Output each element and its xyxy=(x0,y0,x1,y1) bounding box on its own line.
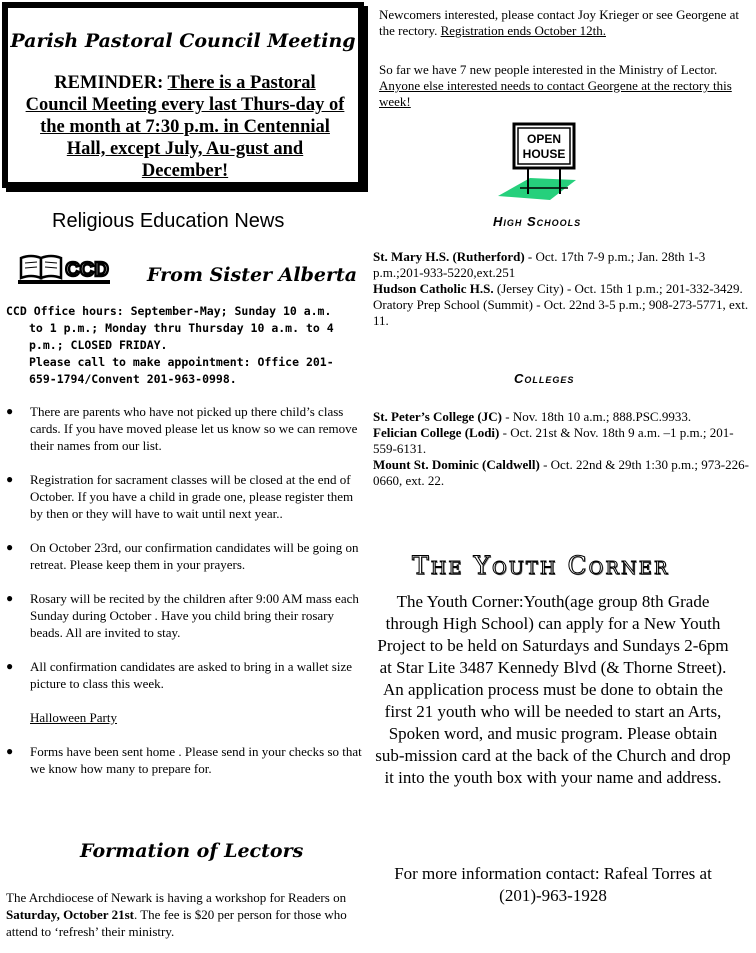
lector-interest-notice xyxy=(379,62,751,110)
reminder-text: There is a Pastoral Council Meeting every last Thurs-day of the month at 7:30 p.m. in Centennial Hall, except July, Au-gust and December! xyxy=(25,73,345,181)
office-hours-line: CCD Office hours: September-May; Sunday 10 a.m. xyxy=(6,304,332,318)
youth-corner-contact: For more information contact: Rafeal Torres at (201)-963-1928 xyxy=(394,864,712,905)
school-name: St. Mary H.S. (Rutherford) xyxy=(373,249,525,264)
religious-education-heading: Religious Education News xyxy=(52,210,285,232)
high-schools-list xyxy=(373,249,749,329)
bullet-icon: ● xyxy=(6,744,14,758)
lectors-text-b: . The fee is $20 per person for those who attend to ‘refresh’ their ministry. xyxy=(6,907,347,939)
office-hours-line: to 1 p.m.; Monday thru Thursday 10 a.m. to 4 xyxy=(29,321,334,335)
college-detail: - Oct. 21st & Nov. 18th 9 a.m. –1 p.m.; 201-559-6131. xyxy=(373,425,734,456)
bullet-text: Forms have been sent home . Please send in your checks so that we know how many to prepare for. xyxy=(30,744,362,776)
list-item xyxy=(373,457,749,489)
open-house-line2: HOUSE xyxy=(522,147,566,161)
list-item xyxy=(6,590,366,641)
list-item xyxy=(373,297,749,329)
council-reminder xyxy=(22,72,348,182)
youth-corner-heading: The Youth Corner xyxy=(412,551,670,580)
bullet-icon: ● xyxy=(6,591,14,605)
council-meeting-box xyxy=(2,2,364,188)
bullet-text: There are parents who have not picked up there child’s class cards. If you have moved please let us know so we can remove their names from our list. xyxy=(30,404,358,453)
ccd-logo-text: CCD xyxy=(65,259,109,281)
list-item xyxy=(6,743,366,777)
colleges-list xyxy=(373,409,749,489)
halloween-party-heading: Halloween Party xyxy=(30,710,118,725)
office-hours-line: p.m.; CLOSED FRIDAY. xyxy=(29,338,168,352)
bullet-icon: ● xyxy=(6,540,14,554)
council-title: Parish Pastoral Council Meeting xyxy=(10,30,356,52)
newcomers-text: Newcomers interested, please contact Joy Krieger or see Georgene at the rectory. xyxy=(379,7,739,38)
lector-interest-call: Anyone else interested needs to contact Georgene at the rectory this week! xyxy=(379,78,732,109)
registration-deadline: Registration ends October 12th. xyxy=(440,23,606,38)
youth-corner-body: The Youth Corner:Youth(age group 8th Grade through High School) can apply for a New Youth Project to be held on Saturdays and Sundays 2-6pm at Star Lite 3487 Kennedy Blvd (& Thorne Street). An application process must be done to obtain the first 21 youth who will be needed to start an Arts, Spoken word, and music program. Please obtain sub-mission card at the back of the Church and drop it into the youth box with your name and address. xyxy=(375,592,731,787)
college-name: Mount St. Dominic (Caldwell) xyxy=(373,457,540,472)
from-sister-heading: From Sister Alberta xyxy=(147,264,358,286)
ccd-office-hours xyxy=(6,303,362,388)
lectors-date: Saturday, October 21st xyxy=(6,907,134,922)
college-detail: - Nov. 18th 10 a.m.; 888.PSC.9933. xyxy=(501,409,692,424)
college-name: Felician College (Lodi) xyxy=(373,425,500,440)
school-detail: - Oct. 17th 7-9 p.m.; Jan. 28th 1-3 p.m.;201-933-5220,ext.251 xyxy=(373,249,706,280)
bullet-text: All confirmation candidates are asked to bring in a wallet size picture to class this week. xyxy=(30,659,352,691)
reminder-label: REMINDER: xyxy=(54,73,164,93)
bullet-text: Registration for sacrament classes will be closed at the end of October. If you have a child in grade one, please register them by then or they will have to wait until next year.. xyxy=(30,472,354,521)
bullet-icon: ● xyxy=(6,404,14,418)
lectors-text-a: The Archdiocese of Newark is having a workshop for Readers on xyxy=(6,890,347,905)
lector-interest-text: So far we have 7 new people interested in the Ministry of Lector. xyxy=(379,62,718,77)
colleges-heading: Colleges xyxy=(514,371,575,386)
open-house-line1: OPEN xyxy=(526,132,562,146)
college-detail: - Oct. 22nd & 29th 1:30 p.m.; 973-226-0660, ext. 22. xyxy=(373,457,749,488)
lectors-heading: Formation of Lectors xyxy=(80,840,304,862)
list-item xyxy=(373,249,749,281)
office-hours-line: 659-1794/Convent 201-963-0998. xyxy=(29,372,237,386)
list-item xyxy=(6,471,366,522)
school-detail: Oratory Prep School (Summit) - Oct. 22nd 3-5 p.m.; 908-273-5771, ext. 11. xyxy=(373,297,749,328)
open-house-sign-icon xyxy=(490,122,580,202)
bullet-icon: ● xyxy=(6,472,14,486)
bullet-icon: ● xyxy=(6,659,14,673)
bullet-text: On October 23rd, our confirmation candidates will be going on retreat. Please keep them in your prayers. xyxy=(30,540,359,572)
bullet-text: Rosary will be recited by the children after 9:00 AM mass each Sunday during October . Have you child bring their rosary beads. All are invited to stay. xyxy=(30,591,359,640)
office-hours-line: Please call to make appointment: Office 201- xyxy=(29,355,334,369)
list-item xyxy=(373,425,749,457)
list-item xyxy=(6,658,366,692)
list-item xyxy=(6,539,366,573)
school-detail: (Jersey City) - Oct. 15th 1 p.m.; 201-332-3429. xyxy=(493,281,743,296)
lectors-text xyxy=(6,889,358,940)
list-item xyxy=(373,281,749,297)
college-name: St. Peter’s College (JC) xyxy=(373,409,502,424)
list-item xyxy=(373,409,749,425)
religious-ed-bullets xyxy=(6,403,366,794)
list-item xyxy=(6,403,366,454)
ccd-book-logo-icon xyxy=(17,252,111,286)
high-schools-heading: High Schools xyxy=(493,214,582,229)
school-name: Hudson Catholic H.S. xyxy=(373,281,494,296)
newcomers-notice xyxy=(379,7,751,39)
list-item xyxy=(6,709,366,726)
